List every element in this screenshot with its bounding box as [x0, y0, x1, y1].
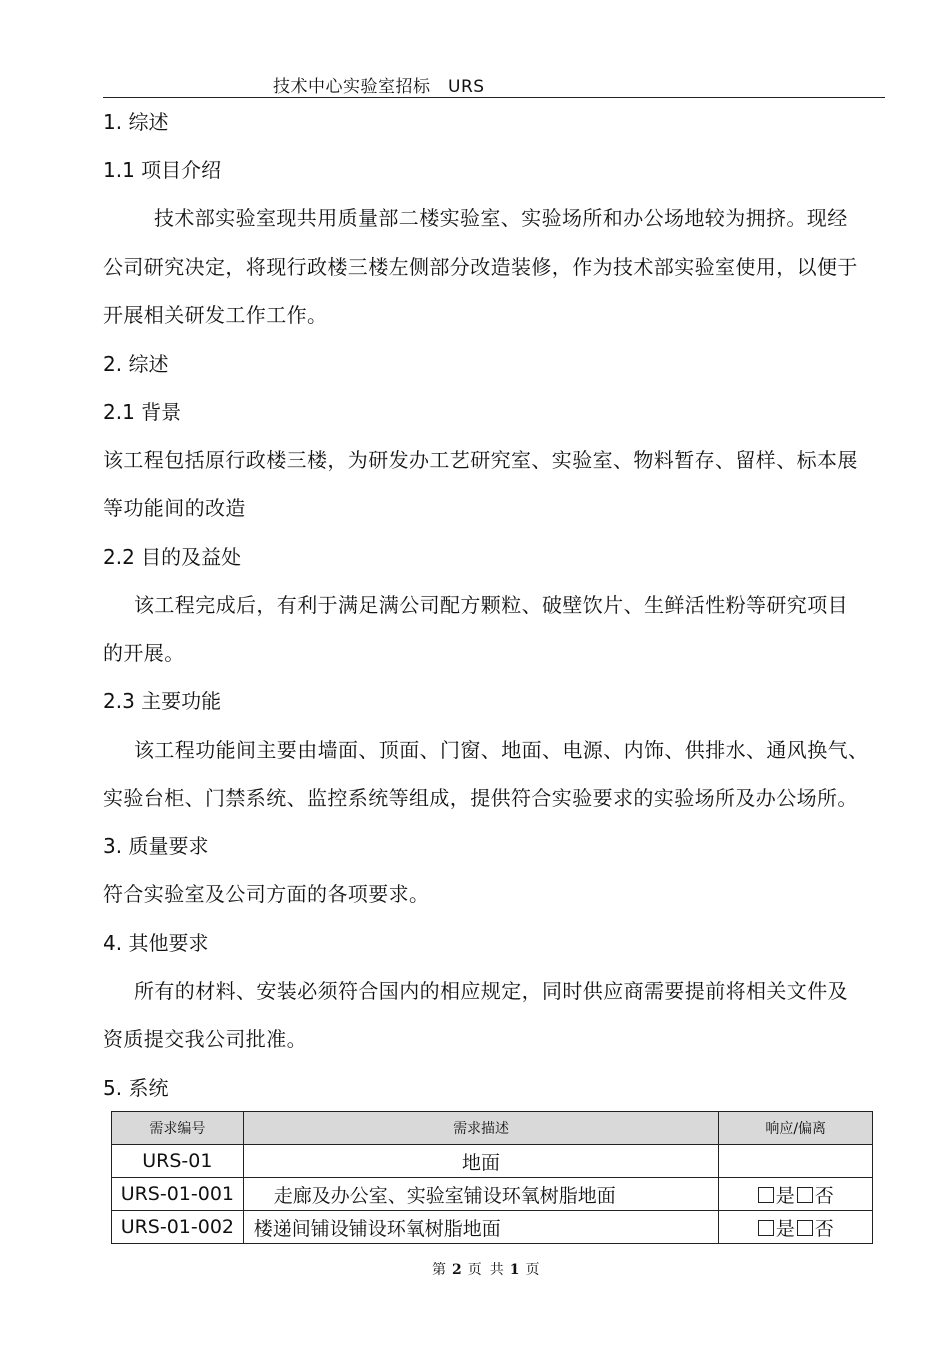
section-1-1-paragraph-line: 开展相关研发工作工作。: [103, 303, 328, 327]
requirement-description: 走廊及办公室、实验室铺设环氧树脂地面: [243, 1178, 719, 1211]
requirement-response: [719, 1211, 873, 1244]
requirement-id: URS-01-002: [112, 1211, 244, 1244]
section-1-1-heading: 1.1 项目介绍: [103, 158, 222, 182]
footer-page-prefix: 第: [432, 1262, 446, 1278]
requirement-id: URS-01-001: [112, 1178, 244, 1211]
table-row: [112, 1178, 873, 1211]
table-row: [112, 1145, 873, 1178]
section-4-heading: 4. 其他要求: [103, 931, 209, 955]
page-footer: [432, 1259, 540, 1279]
yes-label: 是: [775, 1184, 795, 1207]
section-3-heading: 3. 质量要求: [103, 834, 209, 858]
yes-checkbox[interactable]: [758, 1187, 774, 1203]
requirement-response: [719, 1145, 873, 1178]
section-2-3-heading: 2.3 主要功能: [103, 689, 222, 713]
section-4-paragraph-line: 资质提交我公司批准。: [103, 1027, 307, 1051]
section-1-heading: 1. 综述: [103, 110, 169, 134]
column-header-id: 需求编号: [112, 1112, 244, 1145]
section-5-heading: 5. 系统: [103, 1076, 169, 1100]
page-header-title: 技术中心实验室招标 URS: [273, 77, 485, 97]
section-4-paragraph-line: 所有的材料、安装必须符合国内的相应规定，同时供应商需要提前将相关文件及: [134, 979, 848, 1003]
footer-total-number: 1: [509, 1262, 520, 1278]
yes-label: 是: [775, 1217, 795, 1240]
section-1-1-paragraph-line: 技术部实验室现共用质量部二楼实验室、实验场所和办公场地较为拥挤。现经: [154, 206, 848, 230]
no-label: 否: [814, 1184, 834, 1207]
section-2-3-paragraph-line: 该工程功能间主要由墙面、顶面、门窗、地面、电源、内饰、供排水、通风换气、: [134, 738, 869, 762]
section-2-2-paragraph-line: 的开展。: [103, 641, 185, 665]
footer-total-prefix: 共: [489, 1262, 504, 1278]
table-row: [112, 1211, 873, 1244]
column-header-response: 响应/偏离: [719, 1112, 873, 1145]
section-2-heading: 2. 综述: [103, 352, 169, 376]
column-header-description: 需求描述: [243, 1112, 719, 1145]
section-2-1-heading: 2.1 背景: [103, 400, 182, 424]
no-label: 否: [814, 1217, 834, 1240]
requirement-description: 地面: [243, 1145, 719, 1178]
footer-page-number: 2: [452, 1262, 462, 1278]
footer-total-unit: 页: [525, 1262, 540, 1278]
section-1-1-paragraph-line: 公司研究决定，将现行政楼三楼左侧部分改造装修，作为技术部实验室使用，以便于: [103, 255, 858, 279]
section-2-2-paragraph-line: 该工程完成后，有利于满足满公司配方颗粒、破壁饮片、生鲜活性粉等研究项目: [134, 593, 848, 617]
section-3-paragraph-line: 符合实验室及公司方面的各项要求。: [103, 882, 430, 906]
footer-page-unit: 页: [467, 1262, 482, 1278]
table-header-row: [112, 1112, 873, 1145]
requirement-response: [719, 1178, 873, 1211]
requirements-table: [111, 1111, 873, 1244]
section-2-1-paragraph-line: 该工程包括原行政楼三楼，为研发办工艺研究室、实验室、物料暂存、留样、标本展: [103, 448, 858, 472]
no-checkbox[interactable]: [797, 1187, 813, 1203]
no-checkbox[interactable]: [797, 1220, 813, 1236]
yes-checkbox[interactable]: [758, 1220, 774, 1236]
section-2-3-paragraph-line: 实验台柜、门禁系统、监控系统等组成，提供符合实验要求的实验场所及办公场所。: [103, 786, 858, 810]
section-2-2-heading: 2.2 目的及益处: [103, 545, 242, 569]
requirement-description: 楼递间铺设铺设环氧树脂地面: [243, 1211, 719, 1244]
requirement-id: URS-01: [112, 1145, 244, 1178]
header-divider: [103, 97, 885, 98]
section-2-1-paragraph-line: 等功能间的改造: [103, 496, 246, 520]
